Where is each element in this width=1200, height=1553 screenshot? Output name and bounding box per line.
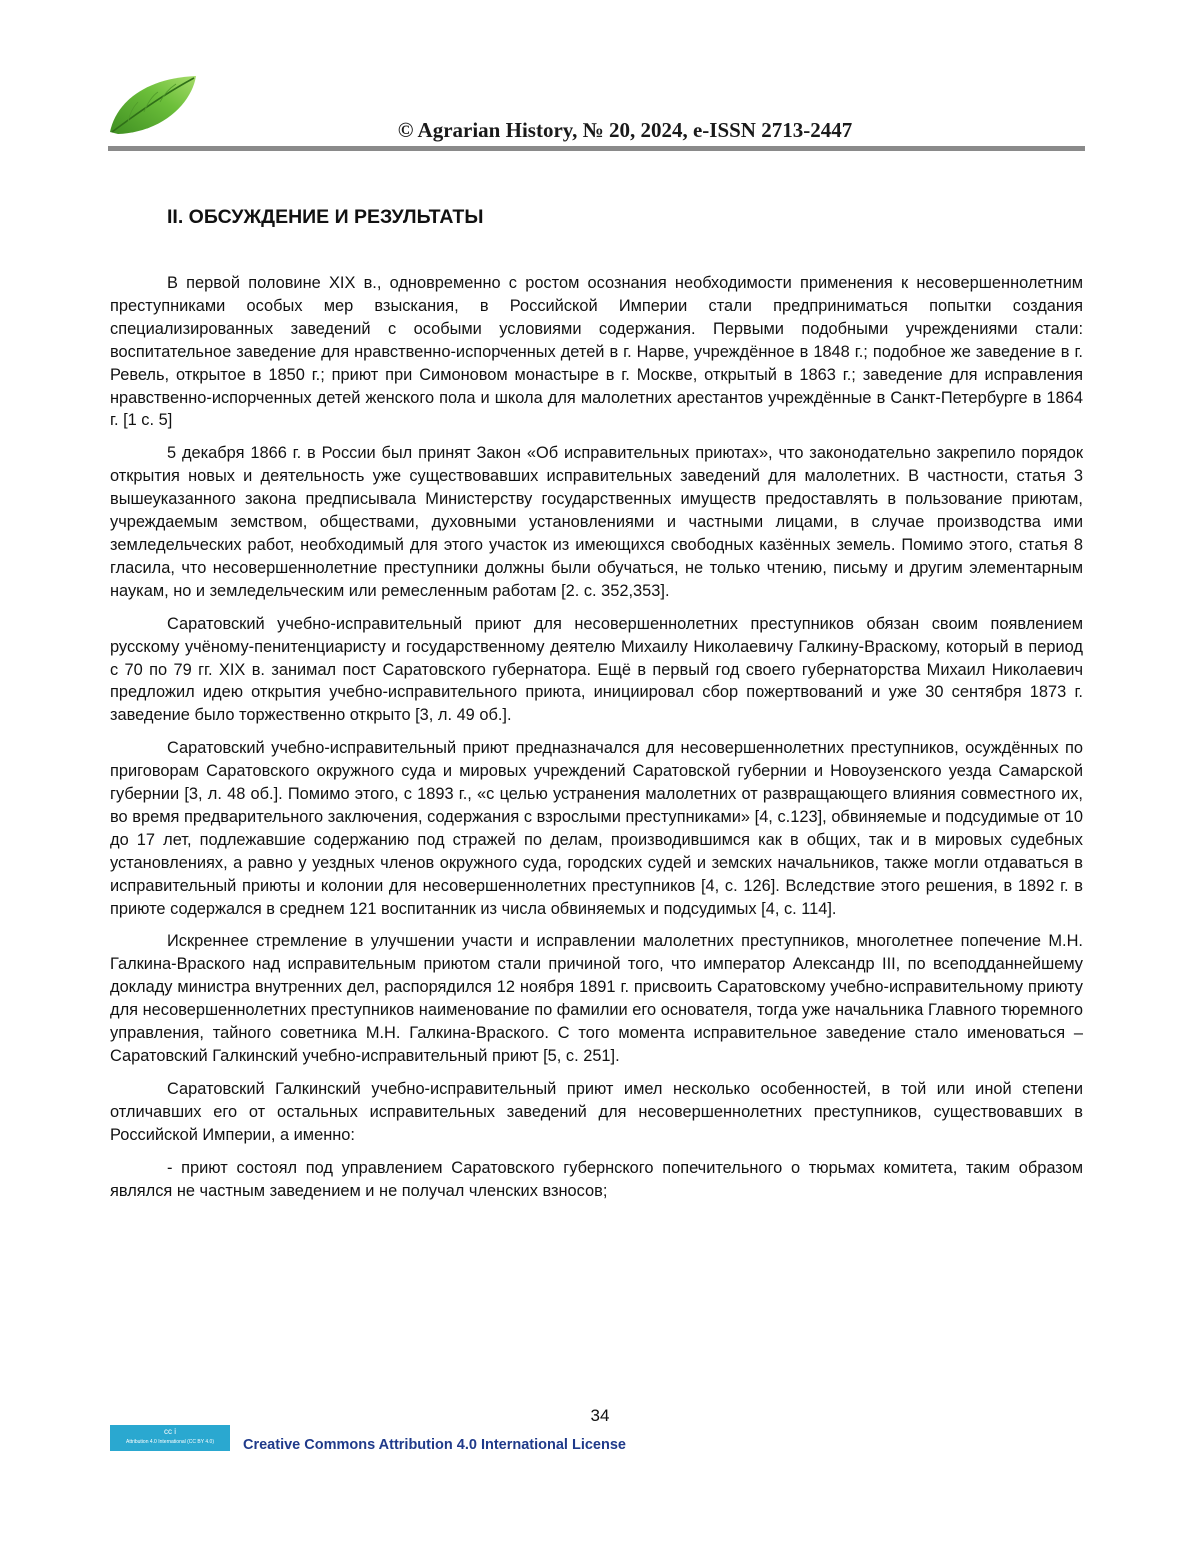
paragraph: - приют состоял под управлением Саратовского губернского попечительного о тюрьмах комитета, таким образом являлся не частным заведением и не получал членских взносов;	[110, 1158, 1083, 1200]
page-number: 34	[590, 1406, 610, 1425]
section-heading: II. ОБСУЖДЕНИЕ И РЕЗУЛЬТАТЫ	[167, 206, 484, 228]
cc-license-badge[interactable]	[110, 1425, 230, 1451]
license-link[interactable]: Creative Commons Attribution 4.0 International License	[243, 1437, 626, 1453]
paragraph: Саратовский учебно-исправительный приют предназначался для несовершеннолетних преступников, осуждённых по приговорам Саратовского окружного суда и мировых учреждений Саратовской губернии и Новоузенского уезда Самарской губернии [3, л. 48 об.]. Помимо этого, с 1893 г., «с целью устранения малолетних от развращающего влияния совместного их, во время предварительного заключения, содержания с взрослыми преступниками» [4, с.123], обвиняемые и подсудимые от 10 до 17 лет, подлежавшие содержанию под стражей по делам, производившимся как в общих, так и в мировых судебных установлениях, а равно у уездных членов окружного суда, городских судей и земских начальников, также могли отдаваться в исправительный приюты и колонии для несовершеннолетних преступников [4, с. 126]. Вследствие этого решения, в 1892 г. в приюте содержался в среднем 121 воспитанник из числа обвиняемых и подсудимых [4, с. 114].	[110, 739, 1083, 918]
paragraph: В первой половине XIX в., одновременно с ростом осознания необходимости применения к несовершеннолетним преступниками особых мер взыскания, в Российской Империи стали предприниматься попытки создания специализированных заведений с особыми условиями содержания. Первыми подобными учреждениями стали: воспитательное заведение для нравственно-испорченных детей в г. Нарве, учреждённое в 1848 г.; подобное же заведение в г. Ревель, открытое в 1850 г.; приют при Симоновом монастыре в г. Москве, открытый в 1863 г.; заведение для исправления нравственно-испорченных детей женского пола и школа для малолетних арестантов учреждённые в Санкт-Петербурге в 1864 г. [1 с. 5]	[110, 274, 1083, 430]
paragraph: Саратовский Галкинский учебно-исправительный приют имел несколько особенностей, в той или иной степени отличавших его от остальных исправительных заведений для несовершеннолетних преступников, существовавших в Российской Империи, а именно:	[110, 1079, 1083, 1144]
journal-title: © Agrarian History, № 20, 2024, e-ISSN 2713-2447	[397, 118, 853, 142]
paragraph: Искреннее стремление в улучшении участи и исправлении малолетних преступников, многолетнее попечение М.Н. Галкина-Враского над исправительным приютом стали причиной того, что император Александр III, по всеподданнейшему докладу министра внутренних дел, распорядился 12 ноября 1891 г. присвоить Саратовскому учебно-исправительному приюту для несовершеннолетних преступников наименование по фамилии его основателя, тогда уже начальника Главного тюремного управления, тайного советника М.Н. Галкина-Враского. С того момента исправительное заведение стало именоваться – Саратовский Галкинский учебно-исправительный приют [5, с. 251].	[110, 932, 1083, 1065]
cc-badge-text: Attribution 4.0 International (CC BY 4.0)	[125, 1439, 214, 1445]
body-text	[110, 272, 1083, 1212]
paragraph: 5 декабря 1866 г. в России был принят Закон «Об исправительных приютах», что законодательно закрепило порядок открытия новых и деятельность уже существовавших исправительных заведений для малолетних. В частности, статья 3 вышеуказанного закона предписывала Министерству государственных имуществ предоставлять в пользование приютам, учреждаемым земством, обществами, духовными установлениями и частными лицами, в случае производства ими земледельческих работ, необходимый для этого участок из имеющихся свободных казённых земель. Помимо этого, статья 8 гласила, что несовершеннолетние преступники должны были обучаться, не только чтению, письму и другим элементарным наукам, но и земледельческим или ремесленным работам [2. с. 352,353].	[110, 444, 1083, 600]
header-divider	[108, 146, 1085, 151]
cc-icon: cc i	[164, 1427, 176, 1436]
paragraph: Саратовский учебно-исправительный приют для несовершеннолетних преступников обязан своим появлением русскому учёному-пенитенциаристу и государственному деятелю Михаилу Николаевичу Галкину-Враскому, который в период с 70 по 79 гг. XIX в. занимал пост Саратовского губернатора. Ещё в первый год своего губернаторства Михаил Николаевич предложил идею открытия учебно-исправительного приюта, инициировал сбор пожертвований и уже 30 сентября 1873 г. заведение было торжественно открыто [3, л. 49 об.].	[110, 614, 1083, 725]
